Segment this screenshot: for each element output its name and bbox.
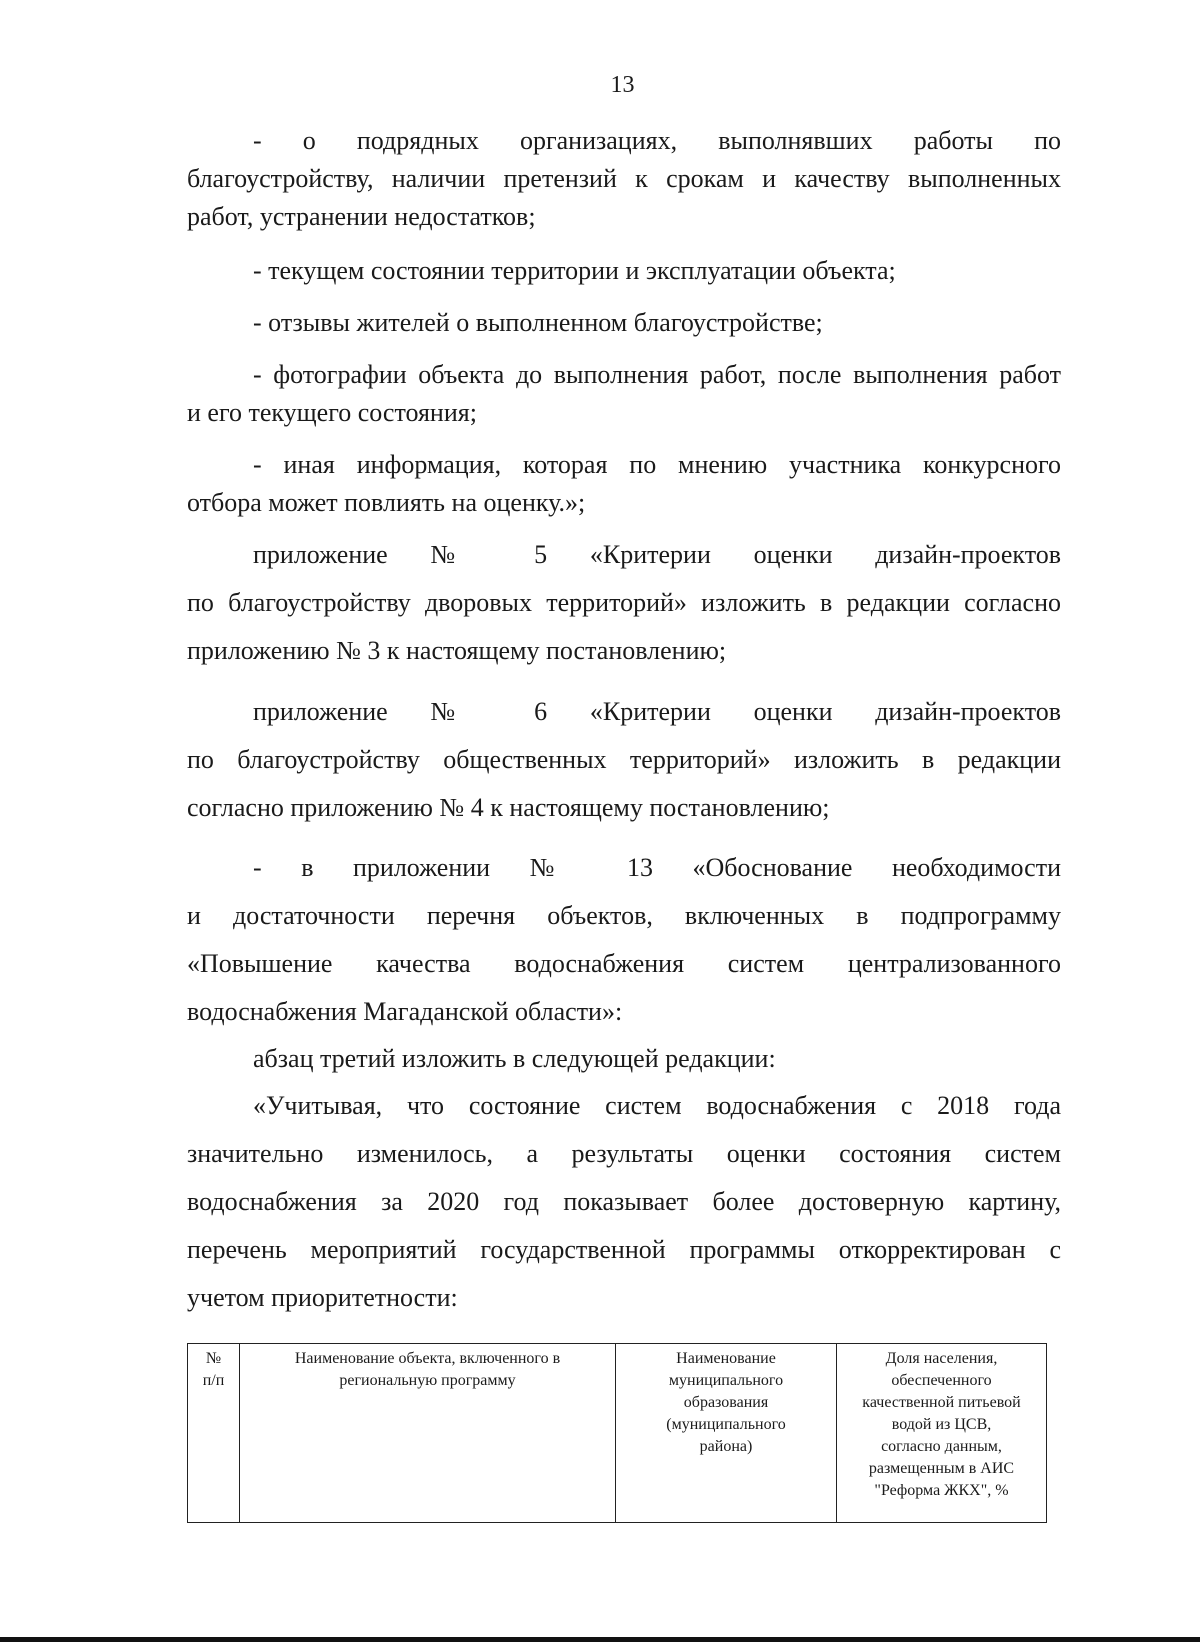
header-line: региональную программу: [339, 1372, 516, 1389]
header-line: муниципального: [668, 1372, 784, 1389]
text-line: «Повышение качества водоснабжения систем централизованного: [187, 949, 1061, 978]
text-line: по благоустройству общественных территорий» изложить в редакции: [187, 745, 1061, 774]
header-line: водой из ЦСВ,: [891, 1416, 992, 1433]
text-line: - фотографии объекта до выполнения работ, после выполнения работ: [253, 360, 1061, 389]
objects-table: [187, 1343, 1047, 1523]
text-line: и достаточности перечня объектов, включенных в подпрограмму: [187, 901, 1061, 930]
header-cell-municipality: [616, 1344, 837, 1523]
header-line: Наименование объекта, включенного в: [294, 1350, 561, 1367]
paragraph-other-info: [187, 446, 1061, 522]
paragraph-reviews: [187, 304, 1061, 342]
text-line: водоснабжения Магаданской области»:: [187, 997, 623, 1026]
text-line: - отзывы жителей о выполненном благоустройстве;: [253, 308, 823, 337]
header-cell-population-share: [837, 1344, 1047, 1523]
header-cell-object-name: [240, 1344, 616, 1523]
text-line: водоснабжения за 2020 год показывает более достоверную картину,: [187, 1187, 1061, 1216]
text-line: согласно приложению № 4 к настоящему постановлению;: [187, 793, 830, 822]
text-line: отбора может повлиять на оценку.»;: [187, 488, 586, 517]
text-line: перечень мероприятий государственной программы откорректирован с: [187, 1235, 1061, 1264]
header-line: размещенным в АИС: [868, 1460, 1015, 1477]
paragraph-appendix-6: [187, 688, 1061, 832]
header-line: качественной питьевой: [862, 1394, 1021, 1411]
paragraph-appendix-5: [187, 531, 1061, 675]
paragraph-photos: [187, 356, 1061, 432]
header-line: Доля населения,: [885, 1350, 998, 1367]
text-line: значительно изменилось, а результаты оценки состояния систем: [187, 1139, 1061, 1168]
page-number: 13: [610, 72, 635, 98]
header-line: района): [699, 1438, 753, 1455]
text-line: приложение № 5 «Критерии оценки дизайн-проектов: [253, 540, 1061, 569]
text-line: учетом приоритетности:: [187, 1283, 458, 1312]
header-line: образования: [683, 1394, 769, 1411]
header-cell-number: [188, 1344, 240, 1523]
paragraph-third-abzac: [187, 1035, 1061, 1083]
header-line: согласно данным,: [881, 1438, 1002, 1455]
table-header-row: [188, 1344, 1047, 1523]
text-line: приложение № 6 «Критерии оценки дизайн-проектов: [253, 697, 1061, 726]
header-line: Наименование: [676, 1350, 776, 1367]
paragraph-appendix-13: [187, 844, 1061, 1036]
paragraph-quote: [187, 1082, 1061, 1322]
header-line: (муниципального: [666, 1416, 786, 1433]
text-line: благоустройству, наличии претензий к срокам и качеству выполненных: [187, 164, 1061, 193]
text-line: - о подрядных организациях, выполнявших работы по: [253, 126, 1061, 155]
text-line: работ, устранении недостатков;: [187, 202, 536, 231]
text-line: «Учитывая, что состояние систем водоснабжения с 2018 года: [253, 1091, 1061, 1120]
header-line: №: [205, 1350, 222, 1367]
header-line: обеспеченного: [891, 1372, 992, 1389]
text-line: и его текущего состояния;: [187, 398, 477, 427]
text-line: абзац третий изложить в следующей редакции:: [253, 1044, 776, 1073]
bottom-rule: [0, 1637, 1200, 1642]
paragraph-current-state: [187, 252, 1061, 290]
header-line: п/п: [202, 1372, 225, 1389]
text-line: - иная информация, которая по мнению участника конкурсного: [253, 450, 1061, 479]
paragraph-contractors: [187, 122, 1061, 236]
text-line: по благоустройству дворовых территорий» изложить в редакции согласно: [187, 588, 1061, 617]
text-line: приложению № 3 к настоящему постановлению;: [187, 636, 727, 665]
text-line: - в приложении № 13 «Обоснование необходимости: [253, 853, 1061, 882]
text-line: - текущем состоянии территории и эксплуатации объекта;: [253, 256, 896, 285]
header-line: "Реформа ЖКХ", %: [874, 1482, 1009, 1499]
